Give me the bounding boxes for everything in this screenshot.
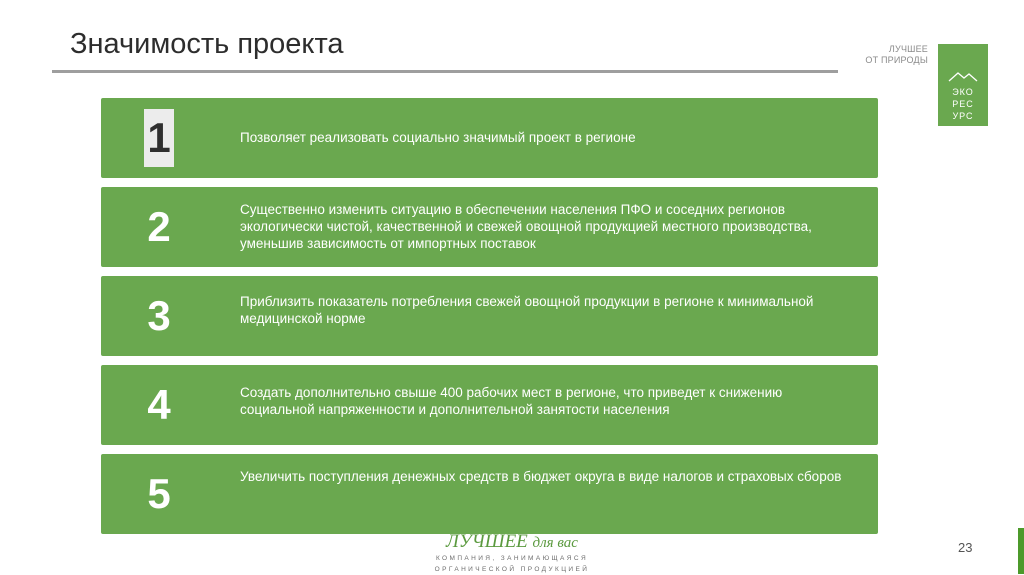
item-number-value: 3 <box>147 292 171 339</box>
item-number <box>101 187 217 267</box>
item-number-value: 4 <box>147 381 171 428</box>
brand-tagline <box>846 44 928 66</box>
mountain-icon <box>948 70 978 82</box>
brand-tagline-line1: ЛУЧШЕЕ <box>888 44 928 54</box>
title-divider <box>52 70 838 73</box>
item-number-value: 1 <box>144 109 173 167</box>
item-number <box>101 98 217 178</box>
list-item <box>101 365 878 445</box>
item-number <box>101 365 217 445</box>
slide-title: Значимость проекта <box>70 28 344 60</box>
page-number: 23 <box>958 540 973 555</box>
item-text: Существенно изменить ситуацию в обеспечении населения ПФО и соседних регионов экологически чистой, качественной и свежей овощной продукцией местного производства, уменьшив зависимость от импортных поставок <box>240 202 812 251</box>
footer-brand-main <box>420 532 604 553</box>
item-number <box>101 454 217 534</box>
item-text: Позволяет реализовать социально значимый проект в регионе <box>240 130 636 145</box>
footer-sub-line1: КОМПАНИЯ, ЗАНИМАЮЩАЯСЯ <box>435 555 589 562</box>
item-number-value: 5 <box>147 470 171 517</box>
list-item <box>101 276 878 356</box>
item-number-value: 2 <box>147 203 171 250</box>
footer-sub-line2: ОРГАНИЧЕСКОЙ ПРОДУКЦИЕЙ <box>434 566 590 573</box>
item-text: Создать дополнительно свыше 400 рабочих мест в регионе, что приведет к снижению социальной напряженности и дополнительной занятости населения <box>240 385 783 417</box>
footer-brand-strong: ЛУЧШЕЕ <box>446 531 528 552</box>
item-text: Приблизить показатель потребления свежей овощной продукции в регионе к минимальной медицинской норме <box>240 294 814 326</box>
ecoresurs-logo <box>938 44 988 126</box>
logo-line-3: УРС <box>952 111 974 121</box>
list-item <box>101 98 878 178</box>
list-item <box>101 187 878 267</box>
edge-accent-bar <box>1018 528 1024 574</box>
footer-brand <box>420 532 604 575</box>
item-text: Увеличить поступления денежных средств в бюджет округа в виде налогов и страховых сборов <box>240 469 842 484</box>
footer-brand-light: для вас <box>532 535 578 551</box>
item-number <box>101 276 217 356</box>
logo-line-2: РЕС <box>952 99 974 109</box>
list-item <box>101 454 878 534</box>
logo-line-1: ЭКО <box>952 87 974 97</box>
brand-tagline-line2: ОТ ПРИРОДЫ <box>865 55 928 65</box>
logo-text <box>938 86 988 122</box>
